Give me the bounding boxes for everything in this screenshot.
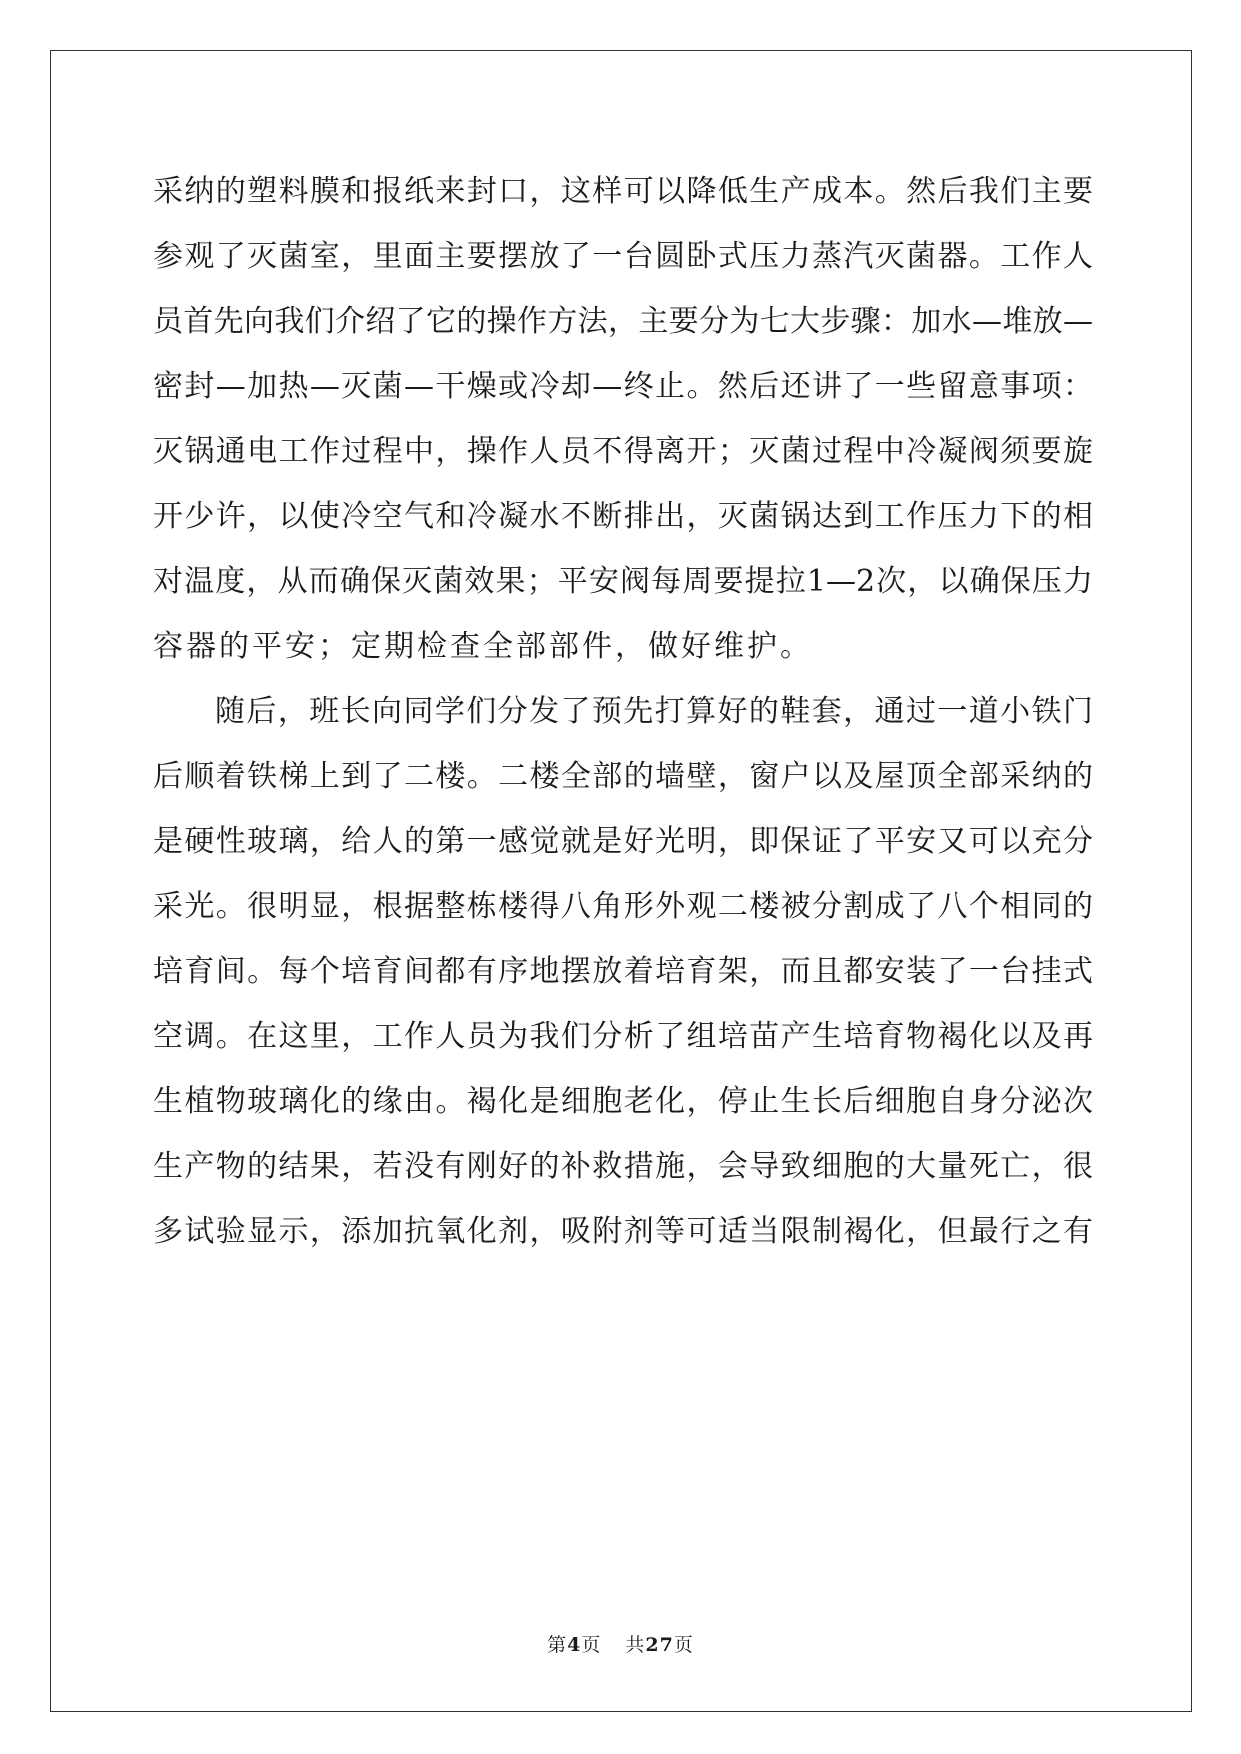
page-footer — [0, 1630, 1241, 1657]
text-line: 随后，班长向同学们分发了预先打算好的鞋套，通过一道小铁门 — [215, 694, 1093, 729]
text-line: 员首先向我们介绍了它的操作方法，主要分为七大步骤：加水—堆放— — [153, 304, 1093, 339]
text-line: 容器的平安；定期检查全部部件，做好维护。 — [153, 629, 813, 664]
text-line: 是硬性玻璃，给人的第一感觉就是好光明，即保证了平安又可以充分 — [153, 824, 1093, 859]
total-suffix: 页 — [673, 1634, 694, 1656]
text-line: 采光。很明显，根据整栋楼得八角形外观二楼被分割成了八个相同的 — [153, 889, 1093, 924]
text-line: 生植物玻璃化的缘由。褐化是细胞老化，停止生长后细胞自身分泌次 — [153, 1084, 1093, 1119]
document-body — [153, 159, 1093, 1264]
text-line: 对温度，从而确保灭菌效果；平安阀每周要提拉1—2次，以确保压力 — [153, 564, 1093, 599]
text-line: 灭锅通电工作过程中，操作人员不得离开；灭菌过程中冷凝阀须要旋 — [153, 434, 1093, 469]
page-number: 4 — [567, 1634, 582, 1656]
text-line: 生产物的结果，若没有刚好的补救措施，会导致细胞的大量死亡，很 — [153, 1149, 1093, 1184]
text-line: 密封—加热—灭菌—干燥或冷却—终止。然后还讲了一些留意事项： — [153, 369, 1093, 404]
total-prefix: 共 — [625, 1634, 646, 1656]
total-pages: 27 — [645, 1634, 674, 1656]
text-line: 多试验显示，添加抗氧化剂，吸附剂等可适当限制褐化，但最行之有 — [153, 1214, 1093, 1249]
text-line: 培育间。每个培育间都有序地摆放着培育架，而且都安装了一台挂式 — [153, 954, 1093, 989]
page-prefix: 第 — [547, 1634, 568, 1656]
page-suffix: 页 — [581, 1634, 602, 1656]
text-line: 开少许，以使冷空气和冷凝水不断排出，灭菌锅达到工作压力下的相 — [153, 499, 1093, 534]
text-line: 参观了灭菌室，里面主要摆放了一台圆卧式压力蒸汽灭菌器。工作人 — [153, 239, 1093, 274]
text-line: 后顺着铁梯上到了二楼。二楼全部的墙壁，窗户以及屋顶全部采纳的 — [153, 759, 1093, 794]
text-line: 采纳的塑料膜和报纸来封口，这样可以降低生产成本。然后我们主要 — [153, 174, 1093, 209]
text-line: 空调。在这里，工作人员为我们分析了组培苗产生培育物褐化以及再 — [153, 1019, 1093, 1054]
